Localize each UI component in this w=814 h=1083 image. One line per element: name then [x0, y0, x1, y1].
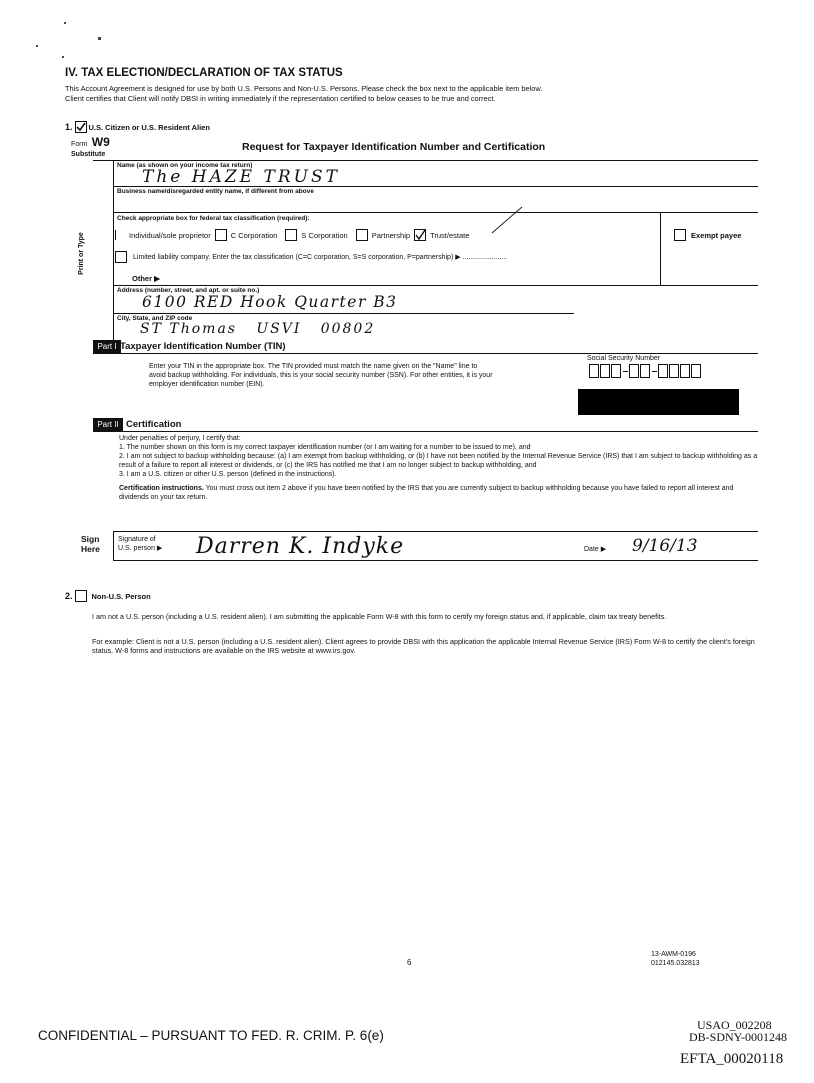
reference-code: 13-AWM-0196	[651, 951, 696, 958]
sign-row-bottom	[113, 560, 758, 561]
form-substitute: Substitute	[71, 151, 106, 158]
non-us-person-checkbox[interactable]	[75, 590, 87, 602]
option-1-number: 1.	[65, 122, 73, 132]
scan-mark	[36, 45, 38, 47]
c-corporation-label: C Corporation	[230, 230, 278, 240]
section-intro	[65, 84, 755, 103]
option-us-person[interactable]	[65, 121, 210, 133]
us-person-label: U.S. Citizen or U.S. Resident Alien	[88, 122, 210, 132]
part1-tag: Part I	[93, 340, 121, 353]
partnership-label: Partnership	[371, 230, 411, 240]
date-label: Date ▶	[584, 546, 607, 553]
classification-label: Check appropriate box for federal tax classification (required):	[117, 215, 310, 222]
redaction-block	[578, 389, 739, 415]
option-non-us-person[interactable]	[65, 590, 151, 602]
us-person-checkbox[interactable]	[75, 121, 87, 133]
trust-estate-label: Trust/estate	[430, 230, 470, 240]
print-or-type-label: Print or Type	[77, 232, 85, 275]
sign-word: Sign	[81, 534, 100, 544]
individual-label: Individual/sole proprietor	[129, 230, 211, 240]
cert-instructions-text: You must cross out item 2 above if you have been notified by the IRS that you are currently subject to backup withholding because you have failed to report all interest and dividends on your tax return.	[119, 485, 734, 501]
signature-label-line-2: U.S. person ▶	[118, 545, 163, 552]
part2-title: Certification	[126, 419, 182, 430]
part2-header	[93, 418, 758, 432]
non-us-person-label: Non-U.S. Person	[91, 591, 151, 601]
llc-checkbox[interactable]	[115, 251, 127, 263]
handwritten-stroke	[488, 205, 528, 235]
name-value: The HAZE TRUST	[142, 167, 340, 187]
form-name: W9	[91, 135, 110, 149]
city-label: City, State, and ZIP code	[117, 315, 193, 322]
option-2-number: 2.	[65, 591, 73, 601]
partnership-checkbox[interactable]	[356, 229, 368, 241]
ssn-digit-box[interactable]	[658, 364, 668, 378]
part1-text: Enter your TIN in the appropriate box. The TIN provided must match the name given on the "Name" line to avoid backup withholding. For individuals, this is your social security number (SSN). For other entities, it is your employer identification number (EIN).	[149, 363, 493, 388]
ssn-digit-box[interactable]	[600, 364, 610, 378]
classification-row-line	[114, 285, 758, 286]
section-title: IV. TAX ELECTION/DECLARATION OF TAX STATUS	[65, 67, 343, 79]
business-row-line	[114, 212, 758, 213]
here-word: Here	[81, 544, 100, 554]
scan-mark	[62, 56, 64, 58]
cert-lead: Under penalties of perjury, I certify that:	[119, 435, 241, 442]
classification-row	[115, 229, 469, 241]
w9-form-id	[71, 137, 110, 160]
ssn-label: Social Security Number	[587, 355, 661, 362]
sign-row-left	[113, 531, 114, 560]
ssn-digit-box[interactable]	[691, 364, 701, 378]
scan-mark	[64, 22, 66, 24]
certification-text	[119, 434, 759, 502]
address-label: Address (number, street, and apt. or suite no.)	[117, 287, 260, 294]
name-row-line	[114, 186, 758, 187]
ssn-dash	[623, 371, 628, 372]
intro-line-2: Client certifies that Client will notify DBSI in writing immediately if the representation certified to below ceases to be true and correct.	[65, 93, 496, 103]
ssn-dash	[652, 371, 657, 372]
form-prefix: Form	[71, 141, 88, 148]
ssn-digit-box[interactable]	[629, 364, 639, 378]
city-value: ST Thomas USVI 00802	[140, 321, 376, 337]
name-label: Name (as shown on your income tax return)	[117, 162, 253, 169]
cert-instructions-heading: Certification instructions.	[119, 485, 204, 492]
bates-usao: USAO_002208	[697, 1018, 772, 1032]
part1-title: Taxpayer Identification Number (TIN)	[120, 341, 286, 352]
checkmark-icon	[75, 121, 87, 133]
sign-row-top	[113, 531, 758, 532]
exempt-payee	[674, 229, 741, 241]
page-number: 6	[407, 958, 412, 967]
w9-title: Request for Taxpayer Identification Number and Certification	[242, 141, 546, 153]
footer-reference	[651, 950, 700, 968]
non-us-paragraph-2: For example: Client is not a U.S. person (including a U.S. resident alien). Client agrees to provide DBSI with this application the applicable Internal Revenue Service (IRS) Form W-8 to certify the client's foreign status. W-8 forms and instructions are available on the IRS website at www.irs.gov.	[92, 637, 755, 655]
c-corporation-checkbox[interactable]	[215, 229, 227, 241]
signature[interactable]: Darren K. Indyke	[196, 534, 405, 559]
llc-row	[115, 251, 507, 263]
ssn-digit-box[interactable]	[640, 364, 650, 378]
non-us-paragraph-1: I am not a U.S. person (including a U.S. resident alien). I am submitting the applicable Form W-8 with this form to certify my foreign status and, if applicable, claim tax treaty benefits.	[92, 612, 667, 621]
ssn-digit-box[interactable]	[669, 364, 679, 378]
w9-top-border	[93, 160, 758, 161]
cert-item-3: 3. I am a U.S. citizen or other U.S. person (defined in the instructions).	[119, 471, 337, 478]
exempt-payee-label: Exempt payee	[691, 230, 742, 240]
exempt-divider	[660, 213, 661, 285]
ssn-digit-box[interactable]	[589, 364, 599, 378]
signature-label	[118, 535, 162, 553]
checkmark-icon	[414, 229, 426, 241]
s-corporation-label: S Corporation	[301, 230, 348, 240]
ssn-boxes[interactable]	[587, 364, 787, 384]
confidential-notice: CONFIDENTIAL – PURSUANT TO FED. R. CRIM. P. 6(e)	[38, 1028, 384, 1043]
cert-instructions	[119, 484, 759, 502]
signature-label-line-1: Signature of	[118, 536, 156, 543]
scan-mark	[98, 37, 101, 40]
reference-number: 012145.032813	[651, 960, 700, 967]
s-corporation-checkbox[interactable]	[285, 229, 297, 241]
intro-line-1: This Account Agreement is designed for use by both U.S. Persons and Non-U.S. Persons. Please check the box next to the applicable item below.	[65, 84, 543, 93]
trust-estate-checkbox[interactable]	[414, 229, 426, 241]
date-value[interactable]: 9/16/13	[632, 536, 698, 556]
cert-item-2: 2. I am not subject to backup withholding because: (a) I am exempt from backup withholding, or (b) I have not been notified by the Internal Revenue Service (IRS) that I am subject to backup withholding as a result of a failure to report all interest or dividends, or (c) the IRS has notified me that I am no longer subject to backup withholding, and	[119, 453, 758, 469]
exempt-payee-checkbox[interactable]	[674, 229, 686, 241]
bates-efta: EFTA_00020118	[680, 1051, 784, 1067]
cert-item-1: 1. The number shown on this form is my correct taxpayer identification number (or I am waiting for a number to be issued to me), and	[119, 444, 531, 451]
sign-here-label	[81, 534, 100, 554]
part1-header	[93, 340, 758, 354]
llc-label: Limited liability company. Enter the tax classification (C=C corporation, S=S corporation, P=partnership) ▶ .......................	[133, 254, 508, 261]
business-name-label: Business name/disregarded entity name, if different from above	[117, 188, 314, 195]
part2-tag: Part II	[93, 418, 123, 431]
address-value: 6100 RED Hook Quarter B3	[142, 293, 398, 311]
address-row-line	[114, 313, 574, 314]
bates-db-sdny: DB-SDNY-0001248	[689, 1030, 788, 1044]
other-label: Other ▶	[132, 274, 160, 283]
ssn-digit-box[interactable]	[611, 364, 621, 378]
ssn-digit-box[interactable]	[680, 364, 690, 378]
individual-checkbox[interactable]	[115, 230, 125, 240]
